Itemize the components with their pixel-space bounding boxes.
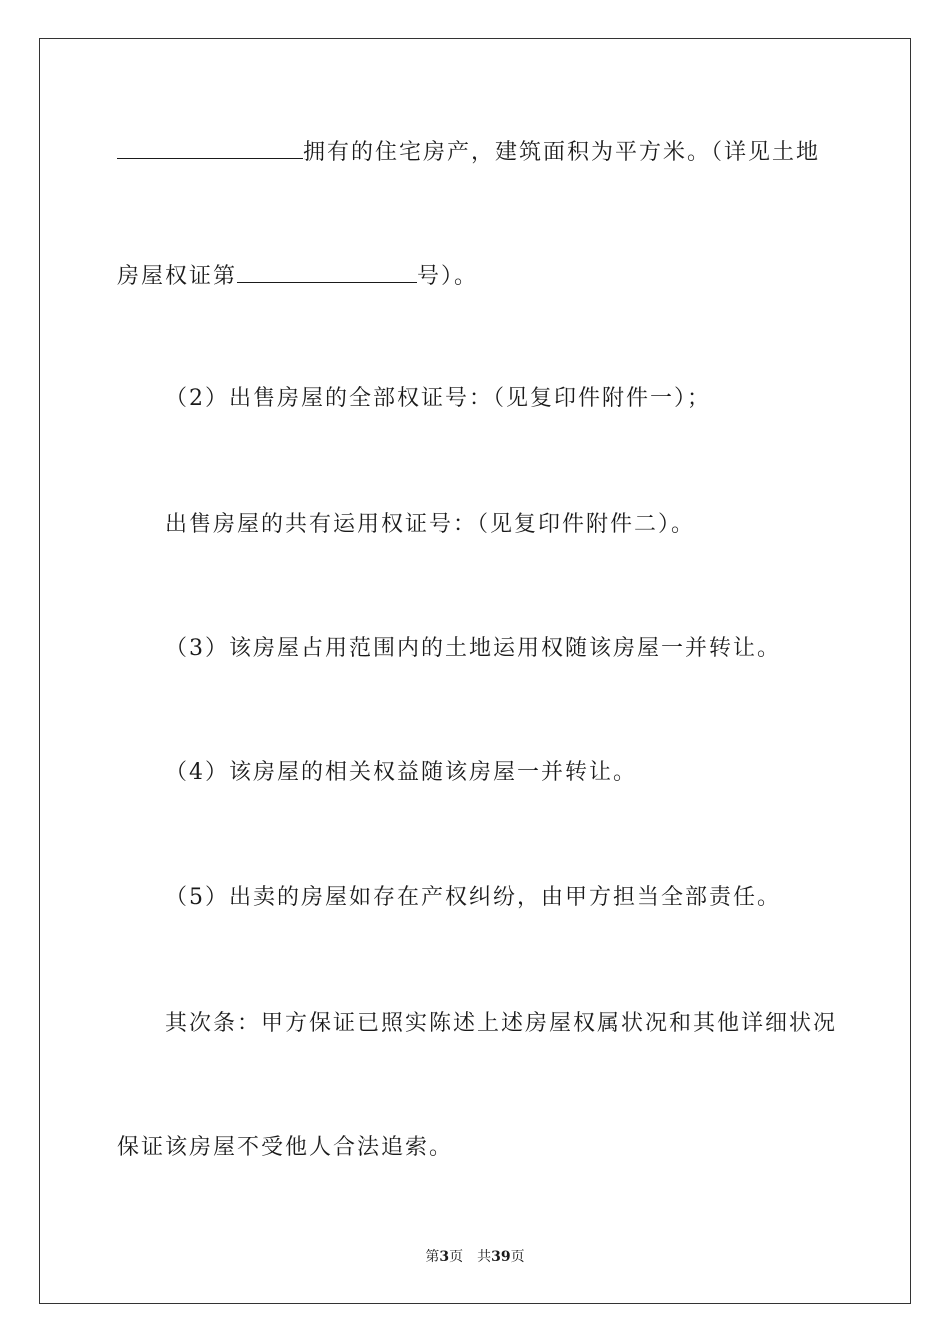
fill-blank-owner bbox=[117, 136, 303, 159]
footer-page-total: 39 bbox=[491, 1249, 511, 1265]
paragraph-4: （3）该房屋占用范围内的土地运用权随该房屋一并转让。 bbox=[165, 636, 781, 661]
footer-page-mid: 页 共 bbox=[449, 1249, 492, 1265]
paragraph-7-line-2: 保证该房屋不受他人合法追索。 bbox=[117, 1135, 454, 1160]
page-footer bbox=[0, 1247, 950, 1267]
footer-page-suffix: 页 bbox=[510, 1249, 525, 1265]
paragraph-2: （2）出售房屋的全部权证号：（见复印件附件一）； bbox=[165, 386, 711, 411]
paragraph-1-line-2-suffix: 号）。 bbox=[417, 264, 479, 289]
page-border bbox=[39, 38, 911, 1304]
paragraph-3: 出售房屋的共有运用权证号：（见复印件附件二）。 bbox=[165, 512, 696, 537]
paragraph-1-line-1 bbox=[117, 136, 820, 168]
footer-page-prefix: 第 bbox=[425, 1249, 440, 1265]
paragraph-6: （5）出卖的房屋如存在产权纠纷，由甲方担当全部责任。 bbox=[165, 885, 781, 910]
paragraph-5: （4）该房屋的相关权益随该房屋一并转让。 bbox=[165, 760, 637, 785]
footer-page-number: 3 bbox=[439, 1249, 450, 1265]
paragraph-1-line-2 bbox=[117, 260, 478, 292]
paragraph-7-line-1: 其次条：甲方保证已照实陈述上述房屋权属状况和其他详细状况 bbox=[165, 1011, 838, 1036]
paragraph-1-line-2-prefix: 房屋权证第 bbox=[117, 264, 238, 289]
fill-blank-certificate-number bbox=[237, 260, 417, 283]
paragraph-1-line-1-text: 拥有的住宅房产，建筑面积为平方米。（详见土地 bbox=[303, 140, 821, 165]
